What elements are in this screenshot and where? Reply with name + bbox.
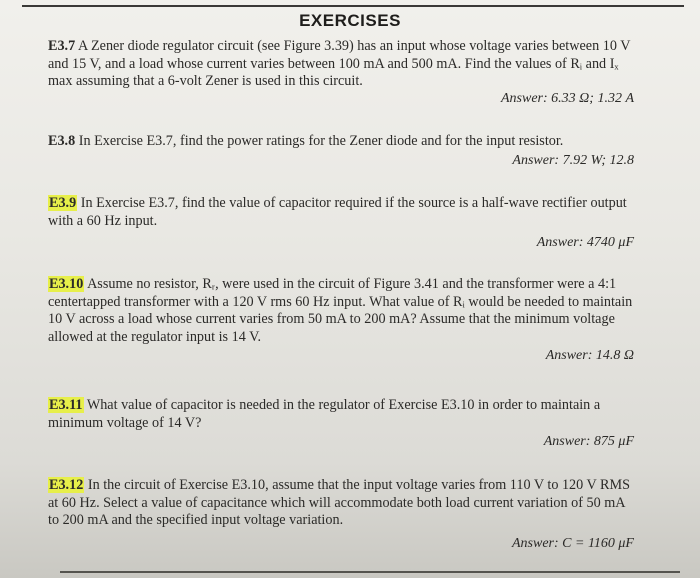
exercise-answer: Answer: 6.33 Ω; 1.32 A [501,91,634,106]
bottom-rule [60,571,680,573]
exercise-e3-7 [48,38,633,91]
exercise-answer: Answer: C = 1160 μF [512,536,634,551]
exercise-e3-11 [48,397,633,432]
exercise-id: E3.8 [48,133,76,149]
exercise-e3-9 [48,195,633,230]
exercise-id: E3.10 [49,276,84,292]
page-title: EXERCISES [299,11,401,30]
exercise-e3-8 [48,133,633,151]
exercise-answer: Answer: 14.8 Ω [545,348,634,363]
exercise-answer: Answer: 875 μF [543,434,634,449]
exercise-id: E3.9 [49,195,77,211]
exercise-text: What value of capacitor is needed in the regulator of Exercise E3.10 in order to maintain a minimum voltage of 14 V? [48,397,601,431]
exercise-answer: Answer: 7.92 W; 12.8 [512,153,634,168]
exercise-text: In Exercise E3.7, find the value of capacitor required if the source is a half-wave rectifier output with a 60 Hz input. [48,195,627,229]
exercise-text: In Exercise E3.7, find the power ratings for the Zener diode and for the input resistor. [78,133,564,149]
exercise-e3-10 [48,276,633,346]
exercise-id: E3.11 [49,397,83,413]
exercise-text: A Zener diode regulator circuit (see Figure 3.39) has an input whose voltage varies between 10 V and 15 V, and a load whose current varies between 100 mA and 500 mA. Find the values of Rᵢ and Iₓ max assuming that a 6-volt Zener is used in this circuit. [48,38,631,89]
exercise-id: E3.7 [48,38,76,54]
exercise-answer: Answer: 4740 μF [536,235,634,250]
exercise-text: Assume no resistor, Rᵣ, were used in the circuit of Figure 3.41 and the transformer were a 4:1 centertapped transformer with a 120 V rms 60 Hz input. What value of Rᵢ would be needed to maintain 10 V across a load whose current varies from 50 mA to 200 mA? Assume that the minimum voltage allowed at the regulator input is 14 V. [48,276,633,345]
exercise-id: E3.12 [49,477,84,493]
top-rule [22,5,684,7]
exercise-e3-12 [48,477,633,530]
exercise-text: In the circuit of Exercise E3.10, assume that the input voltage varies from 110 V to 120 V RMS at 60 Hz. Select a value of capacitance which will accommodate both load current variation of 50 mA to 200 mA and the specified input voltage variation. [48,477,631,528]
